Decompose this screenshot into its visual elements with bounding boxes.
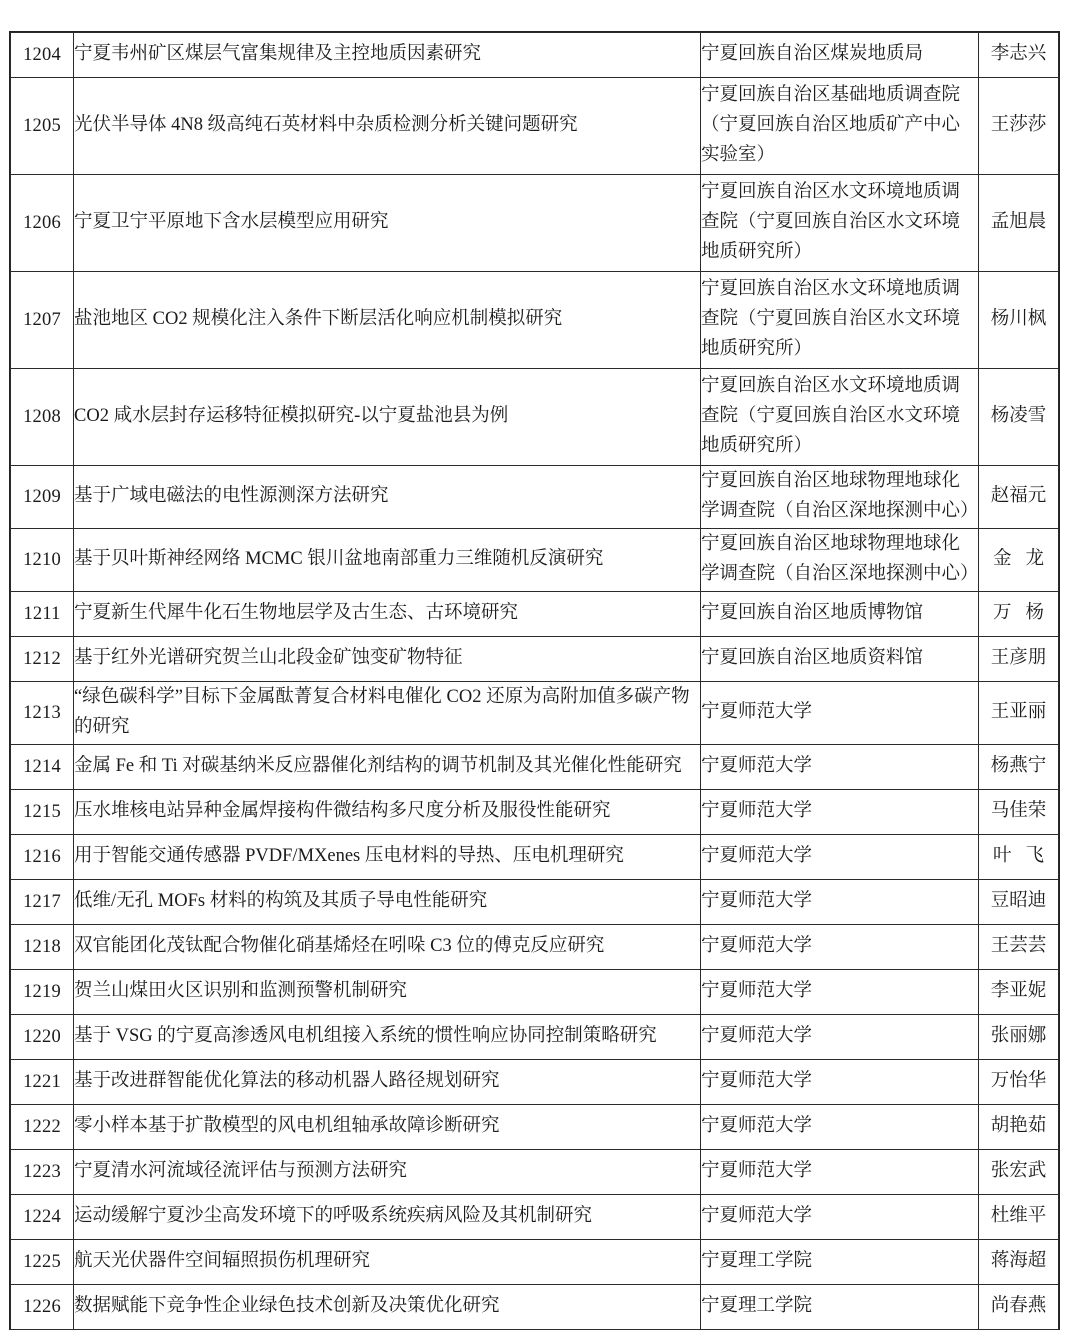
person-in-charge-cell: 王彦朋	[979, 637, 1059, 682]
table-row	[11, 1285, 1059, 1330]
table-row	[11, 637, 1059, 682]
table-row	[11, 78, 1059, 175]
table-row	[11, 592, 1059, 637]
table-row	[11, 529, 1059, 592]
project-title-cell: “绿色碳科学”目标下金属酞菁复合材料电催化 CO2 还原为高附加值多碳产物的研究	[74, 682, 701, 745]
table-row	[11, 745, 1059, 790]
project-title-cell: 宁夏韦州矿区煤层气富集规律及主控地质因素研究	[74, 33, 701, 78]
row-id-cell: 1205	[11, 78, 74, 175]
person-in-charge-cell: 叶 飞	[979, 835, 1059, 880]
person-in-charge-cell: 张宏武	[979, 1150, 1059, 1195]
row-id-cell: 1210	[11, 529, 74, 592]
table-row	[11, 1060, 1059, 1105]
table-row	[11, 369, 1059, 466]
table-row	[11, 1240, 1059, 1285]
organization-cell: 宁夏师范大学	[701, 835, 979, 880]
row-id-cell: 1223	[11, 1150, 74, 1195]
project-title-cell: 盐池地区 CO2 规模化注入条件下断层活化响应机制模拟研究	[74, 272, 701, 369]
person-in-charge-cell: 王芸芸	[979, 925, 1059, 970]
organization-cell: 宁夏师范大学	[701, 1060, 979, 1105]
project-title-cell: 光伏半导体 4N8 级高纯石英材料中杂质检测分析关键问题研究	[74, 78, 701, 175]
person-in-charge-cell: 尚春燕	[979, 1285, 1059, 1330]
person-in-charge-cell: 马佳荣	[979, 790, 1059, 835]
table-row	[11, 682, 1059, 745]
table-row	[11, 970, 1059, 1015]
project-title-cell: 压水堆核电站异种金属焊接构件微结构多尺度分析及服役性能研究	[74, 790, 701, 835]
table-row	[11, 1015, 1059, 1060]
project-title-cell: 零小样本基于扩散模型的风电机组轴承故障诊断研究	[74, 1105, 701, 1150]
project-title-cell: 低维/无孔 MOFs 材料的构筑及其质子导电性能研究	[74, 880, 701, 925]
person-in-charge-cell: 李志兴	[979, 33, 1059, 78]
person-in-charge-cell: 孟旭晨	[979, 175, 1059, 272]
table-row	[11, 1150, 1059, 1195]
person-in-charge-cell: 杜维平	[979, 1195, 1059, 1240]
project-title-cell: 金属 Fe 和 Ti 对碳基纳米反应器催化剂结构的调节机制及其光催化性能研究	[74, 745, 701, 790]
organization-cell: 宁夏师范大学	[701, 682, 979, 745]
organization-cell: 宁夏理工学院	[701, 1285, 979, 1330]
project-title-cell: 航天光伏器件空间辐照损伤机理研究	[74, 1240, 701, 1285]
row-id-cell: 1225	[11, 1240, 74, 1285]
row-id-cell: 1216	[11, 835, 74, 880]
project-title-cell: 基于改进群智能优化算法的移动机器人路径规划研究	[74, 1060, 701, 1105]
organization-cell: 宁夏师范大学	[701, 1015, 979, 1060]
organization-cell: 宁夏师范大学	[701, 790, 979, 835]
table-row	[11, 790, 1059, 835]
person-in-charge-cell: 赵福元	[979, 466, 1059, 529]
row-id-cell: 1206	[11, 175, 74, 272]
organization-cell: 宁夏回族自治区水文环境地质调查院（宁夏回族自治区水文环境地质研究所）	[701, 175, 979, 272]
table-row	[11, 1105, 1059, 1150]
organization-cell: 宁夏回族自治区水文环境地质调查院（宁夏回族自治区水文环境地质研究所）	[701, 272, 979, 369]
table-body	[11, 33, 1059, 1330]
row-id-cell: 1214	[11, 745, 74, 790]
row-id-cell: 1211	[11, 592, 74, 637]
person-in-charge-cell: 豆昭迪	[979, 880, 1059, 925]
project-title-cell: 用于智能交通传感器 PVDF/MXenes 压电材料的导热、压电机理研究	[74, 835, 701, 880]
row-id-cell: 1207	[11, 272, 74, 369]
person-in-charge-cell: 杨凌雪	[979, 369, 1059, 466]
organization-cell: 宁夏师范大学	[701, 925, 979, 970]
table-row	[11, 175, 1059, 272]
project-title-cell: 基于贝叶斯神经网络 MCMC 银川盆地南部重力三维随机反演研究	[74, 529, 701, 592]
project-title-cell: 数据赋能下竞争性企业绿色技术创新及决策优化研究	[74, 1285, 701, 1330]
organization-cell: 宁夏师范大学	[701, 970, 979, 1015]
organization-cell: 宁夏回族自治区地球物理地球化学调查院（自治区深地探测中心）	[701, 529, 979, 592]
project-title-cell: 宁夏新生代犀牛化石生物地层学及古生态、古环境研究	[74, 592, 701, 637]
organization-cell: 宁夏师范大学	[701, 1105, 979, 1150]
person-in-charge-cell: 万 杨	[979, 592, 1059, 637]
person-in-charge-cell: 王莎莎	[979, 78, 1059, 175]
organization-cell: 宁夏回族自治区水文环境地质调查院（宁夏回族自治区水文环境地质研究所）	[701, 369, 979, 466]
table-row	[11, 33, 1059, 78]
organization-cell: 宁夏回族自治区地球物理地球化学调查院（自治区深地探测中心）	[701, 466, 979, 529]
person-in-charge-cell: 杨川枫	[979, 272, 1059, 369]
table-row	[11, 1195, 1059, 1240]
organization-cell: 宁夏师范大学	[701, 880, 979, 925]
project-title-cell: 宁夏卫宁平原地下含水层模型应用研究	[74, 175, 701, 272]
row-id-cell: 1218	[11, 925, 74, 970]
person-in-charge-cell: 胡艳茹	[979, 1105, 1059, 1150]
organization-cell: 宁夏回族自治区基础地质调查院（宁夏回族自治区地质矿产中心实验室）	[701, 78, 979, 175]
row-id-cell: 1226	[11, 1285, 74, 1330]
organization-cell: 宁夏师范大学	[701, 1150, 979, 1195]
row-id-cell: 1204	[11, 33, 74, 78]
row-id-cell: 1224	[11, 1195, 74, 1240]
row-id-cell: 1219	[11, 970, 74, 1015]
organization-cell: 宁夏回族自治区地质博物馆	[701, 592, 979, 637]
person-in-charge-cell: 杨燕宁	[979, 745, 1059, 790]
row-id-cell: 1221	[11, 1060, 74, 1105]
person-in-charge-cell: 王亚丽	[979, 682, 1059, 745]
row-id-cell: 1222	[11, 1105, 74, 1150]
table-row	[11, 880, 1059, 925]
row-id-cell: 1215	[11, 790, 74, 835]
person-in-charge-cell: 万怡华	[979, 1060, 1059, 1105]
person-in-charge-cell: 金 龙	[979, 529, 1059, 592]
project-title-cell: 基于红外光谱研究贺兰山北段金矿蚀变矿物特征	[74, 637, 701, 682]
row-id-cell: 1217	[11, 880, 74, 925]
organization-cell: 宁夏回族自治区地质资料馆	[701, 637, 979, 682]
table-row	[11, 835, 1059, 880]
project-title-cell: 基于 VSG 的宁夏高渗透风电机组接入系统的惯性响应协同控制策略研究	[74, 1015, 701, 1060]
table-row	[11, 466, 1059, 529]
organization-cell: 宁夏师范大学	[701, 1195, 979, 1240]
row-id-cell: 1212	[11, 637, 74, 682]
project-list-table	[10, 32, 1059, 1330]
project-title-cell: 宁夏清水河流域径流评估与预测方法研究	[74, 1150, 701, 1195]
table-row	[11, 925, 1059, 970]
person-in-charge-cell: 李亚妮	[979, 970, 1059, 1015]
organization-cell: 宁夏回族自治区煤炭地质局	[701, 33, 979, 78]
person-in-charge-cell: 蒋海超	[979, 1240, 1059, 1285]
person-in-charge-cell: 张丽娜	[979, 1015, 1059, 1060]
project-title-cell: 贺兰山煤田火区识别和监测预警机制研究	[74, 970, 701, 1015]
project-title-cell: 运动缓解宁夏沙尘高发环境下的呼吸系统疾病风险及其机制研究	[74, 1195, 701, 1240]
row-id-cell: 1220	[11, 1015, 74, 1060]
project-title-cell: CO2 咸水层封存运移特征模拟研究-以宁夏盐池县为例	[74, 369, 701, 466]
row-id-cell: 1209	[11, 466, 74, 529]
organization-cell: 宁夏师范大学	[701, 745, 979, 790]
row-id-cell: 1208	[11, 369, 74, 466]
table-row	[11, 272, 1059, 369]
project-title-cell: 双官能团化茂钛配合物催化硝基烯烃在吲哚 C3 位的傅克反应研究	[74, 925, 701, 970]
project-title-cell: 基于广域电磁法的电性源测深方法研究	[74, 466, 701, 529]
organization-cell: 宁夏理工学院	[701, 1240, 979, 1285]
row-id-cell: 1213	[11, 682, 74, 745]
